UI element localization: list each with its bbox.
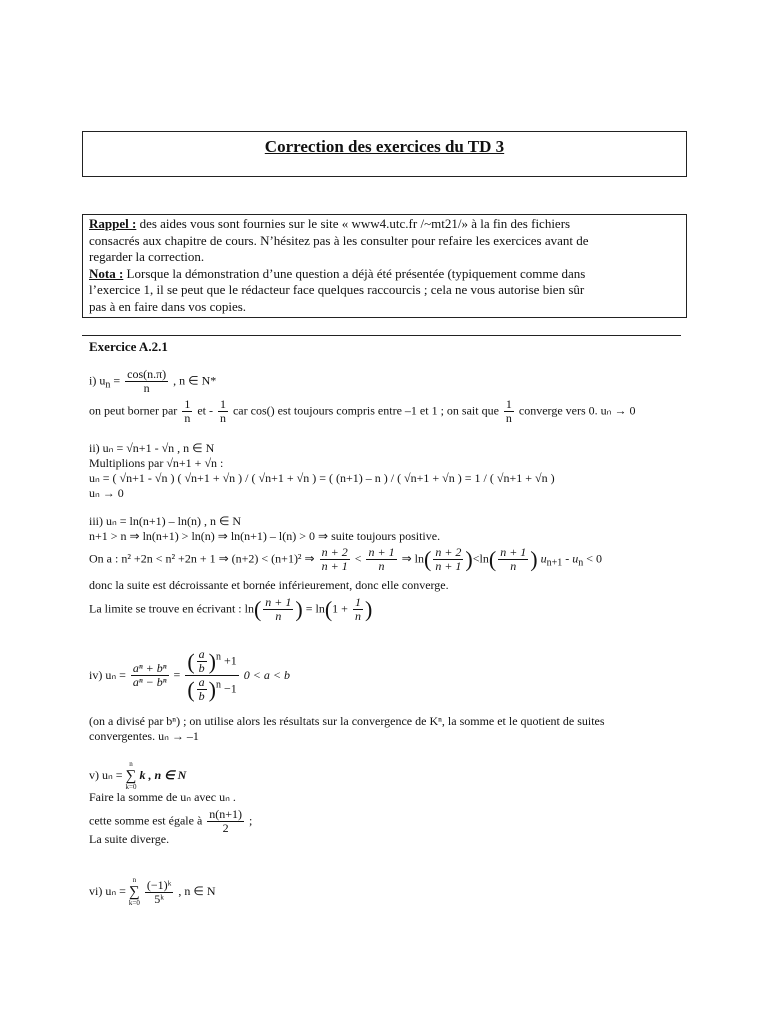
rappel-box	[82, 214, 687, 318]
item-iii-line-2: n+1 > n ⇒ ln(n+1) > ln(n) ⇒ ln(n+1) – l(n) > 0 ⇒ suite toujours positive.	[89, 529, 441, 543]
item-i-text-b: et -	[197, 403, 213, 418]
nota-text-1: Lorsque la démonstration d’une question a déjà été présentée (typiquement comme dans	[123, 265, 586, 281]
item-i-tail: , n ∈ N*	[173, 373, 217, 388]
item-iv-line-1: iv) uₙ = $\frac{\text{aⁿ + bⁿ}}{\text{aⁿ − bⁿ}}$ = ( $\frac{a}{b}$ )$^n$ +1 ( $\frac{a}{b}$ )$^n$ −1 0 < a < b	[89, 647, 290, 703]
item-i-text-c: car cos() est toujours compris entre –1 et 1 ; on sait que	[232, 403, 499, 418]
item-v-label: v) uₙ =	[89, 767, 123, 782]
item-i-text-d: converge vers 0. uₙ → 0	[518, 403, 636, 418]
item-v-numerator: n(n+1)	[209, 807, 243, 821]
item-iii-line-5: La limite se trouve en écrivant : ln( $\frac{n + 1}{n}$ ) = ln(1 + $\frac{1}{n}$ )	[89, 595, 373, 623]
item-iv-line-3: convergentes. uₙ → –1	[89, 729, 199, 743]
item-v-text-3: cette somme est égale à	[89, 813, 203, 828]
item-i-line-2	[89, 398, 635, 425]
item-iv-tail: 0 < a < b	[243, 668, 290, 682]
item-i-line-1: i) $u_n$ = $\frac{\cos(n.\pi)}{n}$ , n ∈ N*	[89, 367, 217, 395]
exercise-heading: Exercice A.2.1	[89, 339, 168, 354]
item-iii-line-1: iii) uₙ = ln(n+1) – ln(n) , n ∈ N	[89, 514, 242, 528]
frac-1-over-n: $\frac{1}{n}$	[184, 397, 191, 425]
page-title: Correction des exercices du TD 3	[264, 137, 505, 156]
item-v-line-3: cette somme est égale à $\frac{n(n+1)}{2}$ ;	[89, 807, 253, 835]
item-iii-text-3: On a : n² +2n < n² +2n + 1 ⇒ (n+2) < (n+1)² ⇒	[89, 551, 315, 566]
item-i-numerator: cos(n.π)	[127, 367, 167, 381]
rappel-line-2: consacrés aux chapitre de cours. N’hésitez pas à les consulter pour refaire les exercices avant de	[89, 232, 589, 248]
item-v-line-1: v) uₙ = n ∑ k=0 k , n ∈ N	[89, 760, 187, 791]
frac-minus-1-over-n: $\frac{1}{n}$	[219, 397, 226, 425]
item-v-line-2: Faire la somme de uₙ avec uₙ .	[89, 790, 236, 804]
frac-1-over-n-2: $\frac{1}{n}$	[505, 397, 512, 425]
item-ii-line-2: Multiplions par √n+1 + √n :	[89, 456, 224, 470]
item-vi-line-1: vi) uₙ = n ∑ k=0 $\frac{\text{(−1)ᵏ}}{\text{5ᵏ}}$ , n ∈ N	[89, 876, 216, 907]
item-i-denominator: n	[143, 381, 150, 395]
nota-line-2: l’exercice 1, il se peut que le rédacteur face quelques raccourcis ; cela ne vous autorise bien sûr	[89, 282, 585, 297]
item-i-text-a: on peut borner par	[89, 403, 178, 418]
item-i-label: i) u	[89, 373, 106, 388]
item-vi-tail: , n ∈ N	[178, 883, 216, 898]
nota-line-1	[89, 266, 680, 283]
item-ii-line-1: ii) uₙ = √n+1 - √n , n ∈ N	[89, 441, 215, 455]
item-iii-line-3: On a : n² +2n < n² +2n + 1 ⇒ (n+2) < (n+1)² ⇒ $\frac{n + 2}{n + 1}$ < $\frac{n + 1}{n}$ ⇒ ln( $\frac{n + 2}{n + 1}$ )<ln( $\frac{n + 1}{n}$ ) $u_{n+1} - u_n < 0$	[89, 545, 603, 573]
item-v-denominator: 2	[222, 821, 229, 835]
item-iv-label: iv) uₙ =	[89, 668, 126, 682]
title-box	[82, 131, 687, 177]
item-iii-text-5: La limite se trouve en écrivant :	[89, 601, 242, 616]
item-vi-denominator: 5ᵏ	[154, 891, 165, 906]
rappel-label: Rappel :	[89, 216, 137, 231]
item-ii-line-3: uₙ = ( √n+1 - √n ) ( √n+1 + √n ) / ( √n+1 + √n ) = ( (n+1) – n ) / ( √n+1 + √n ) = 1 / ( √n+1 + √n )	[89, 471, 555, 485]
rappel-text-1: des aides vous sont fournies sur le site « www4.utc.fr /~mt21/» à la fin des fichiers	[136, 216, 571, 231]
nota-label: Nota :	[89, 265, 124, 281]
item-i-fraction	[125, 368, 168, 395]
item-vi-label: vi) uₙ =	[89, 883, 126, 898]
item-ii-line-4: uₙ → 0	[89, 486, 124, 500]
divider	[82, 335, 681, 336]
item-iv-line-2: (on a divisé par bⁿ) ; on utilise alors les résultats sur la convergence de Kⁿ, la somme et le quotient de suites	[89, 714, 605, 728]
item-iii-line-4: donc la suite est décroissante et bornée inférieurement, donc elle converge.	[89, 578, 449, 592]
rappel-line-3: regarder la correction.	[89, 249, 205, 264]
item-vi-numerator: (−1)ᵏ	[146, 877, 172, 892]
nota-line-3: pas à en faire dans vos copies.	[89, 298, 247, 314]
item-v-line-4: La suite diverge.	[89, 832, 170, 846]
rappel-line-1	[89, 216, 680, 233]
item-v-tail: k , n ∈ N	[139, 767, 187, 782]
